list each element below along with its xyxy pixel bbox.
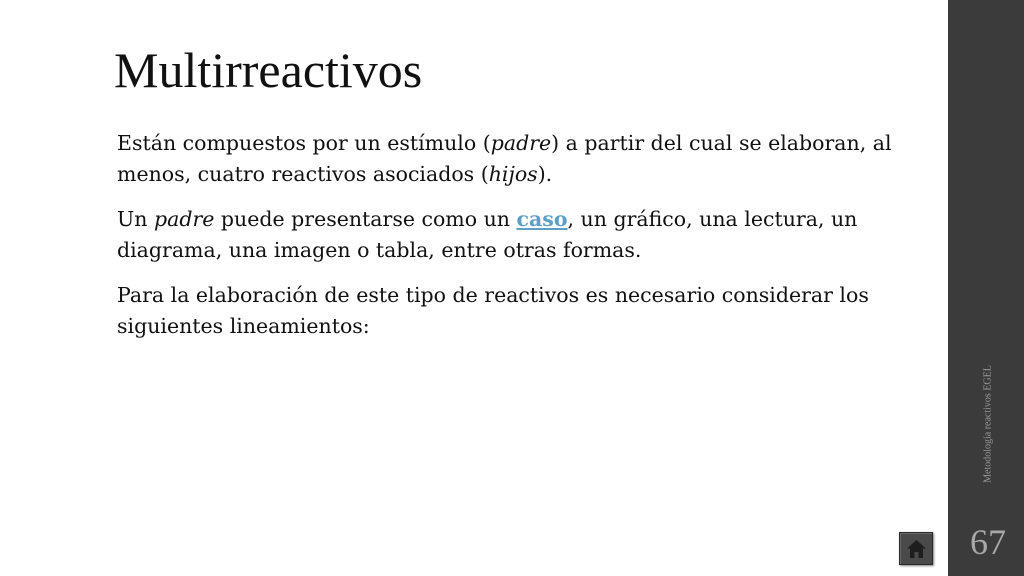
slide-body	[117, 128, 917, 356]
paragraph-2-text-a: Un	[117, 207, 154, 231]
paragraph-3: Para la elaboración de este tipo de reactivos es necesario considerar los siguientes lineamientos:	[117, 283, 869, 338]
paragraph-1-emphasis-hijos: hijos	[488, 162, 538, 186]
sidebar	[948, 0, 1024, 576]
paragraph-1-text-e: ).	[537, 162, 553, 186]
home-icon	[906, 539, 927, 559]
home-button[interactable]	[899, 532, 933, 565]
paragraph-1	[117, 128, 917, 190]
slide-title: Multirreactivos	[114, 42, 423, 98]
slide-number: 67	[970, 522, 1006, 562]
paragraph-2	[117, 204, 917, 266]
paragraph-2-text-c: puede presentarse como un	[214, 207, 517, 231]
caso-link[interactable]: caso	[516, 207, 568, 231]
paragraph-2-text-d: , un gráfico, una lectura, un diagrama, una imagen o tabla, entre otras formas.	[117, 207, 858, 262]
paragraph-1-text-c: ) a partir del cual se elaboran, al menos, cuatro reactivos asociados (	[117, 131, 892, 186]
paragraph-1-text-a: Están compuestos por un estímulo (	[117, 131, 491, 155]
footer-text: Metodología reactivos EGEL	[982, 365, 994, 483]
paragraph-2-emphasis-padre: padre	[154, 207, 215, 231]
paragraph-1-emphasis-padre: padre	[490, 131, 552, 155]
